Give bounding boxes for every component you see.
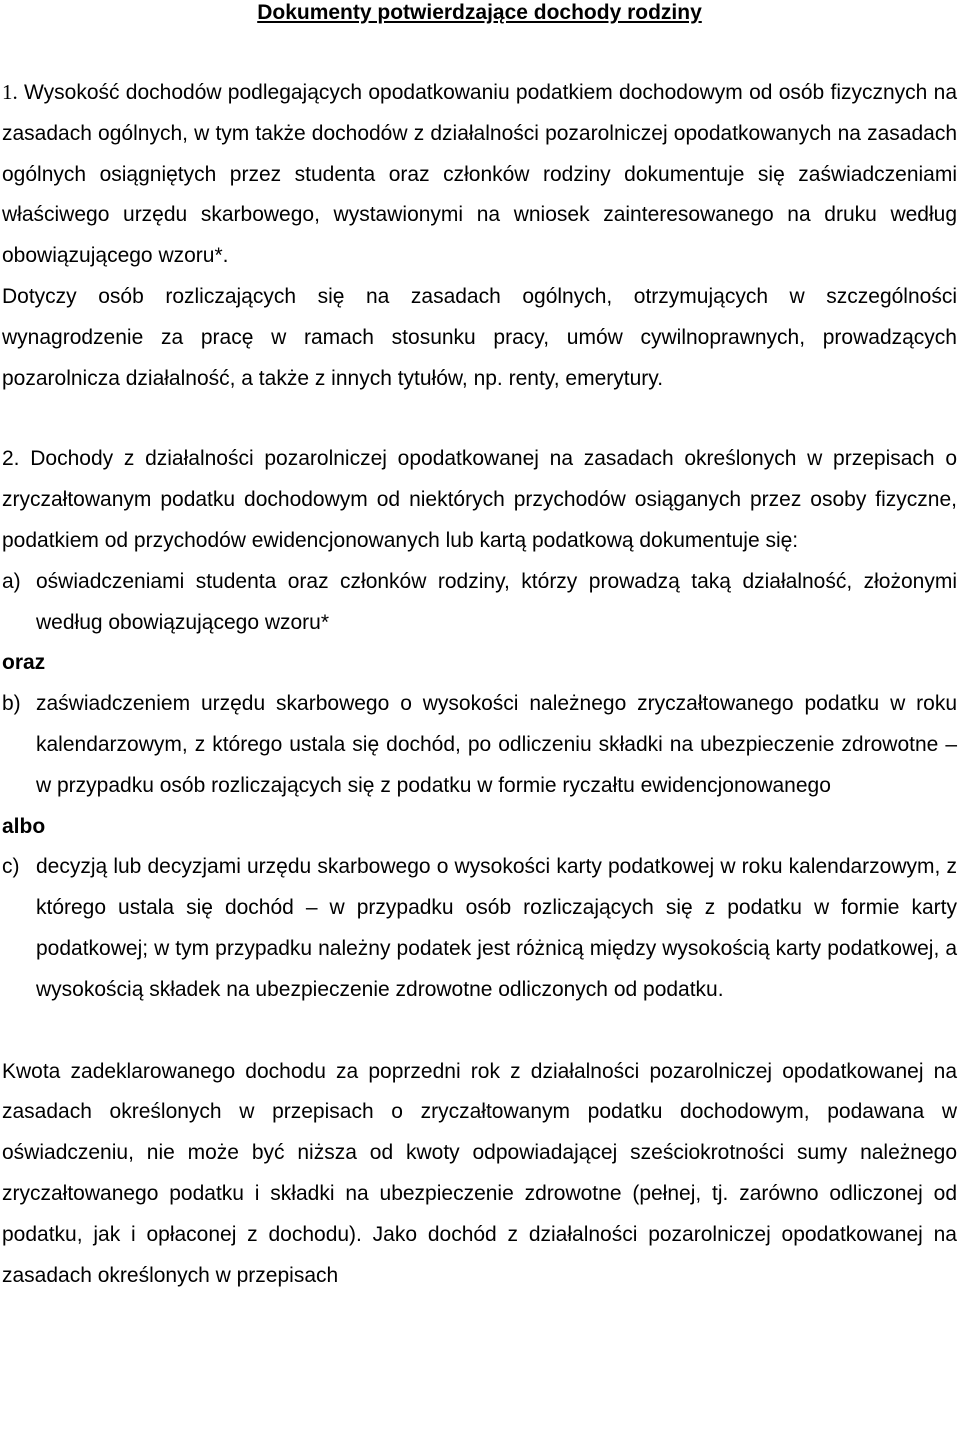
list-item-label: a)	[2, 569, 21, 593]
list-item-c	[2, 847, 957, 1010]
list-item-label: b)	[2, 692, 21, 716]
list-item-text: oświadczeniami studenta oraz członków rodziny, którzy prowadzą taką działalność, złożonymi według obowiązującego wzoru*	[36, 569, 957, 634]
list-item-label: c)	[2, 855, 20, 879]
section-3-paragraph: Kwota zadeklarowanego dochodu za poprzedni rok z działalności pozarolniczej opodatkowanej na zasadach określonych w przepisach o zryczałtowanym podatku dochodowym, podawana w oświadczeniu, nie może być niższa od kwoty odpowiadającej sześciokrotności sumy należnego zryczałtowanego podatku i składki na ubezpieczenie zdrowotne (pełnej, tj. zarówno odliczonej od podatku, jak i opłaconej z dochodu). Jako dochód z działalności pozarolniczej opodatkowanej na zasadach określonych w przepisach	[2, 1059, 957, 1287]
list-item-b	[2, 684, 957, 806]
conjunction-oraz: oraz	[2, 651, 46, 675]
document-title: Dokumenty potwierdzające dochody rodziny	[257, 1, 702, 24]
section-1-continuation: Dotyczy osób rozliczających się na zasadach ogólnych, otrzymujących w szczególności wynagrodzenie za pracę w ramach stosunku pracy, umów cywilnoprawnych, prowadzących pozarolnicza działalność, a także z innych tytułów, np. renty, emerytury.	[2, 284, 957, 390]
section-2-intro: 2. Dochody z działalności pozarolniczej opodatkowanej na zasadach określonych w przepisach o zryczałtowanym podatku dochodowym od niektórych przychodów osiąganych przez osoby fizyczne, podatkiem od przychodów ewidencjonowanych lub kartą podatkową dokumentuje się:	[2, 447, 957, 552]
list-item-text: decyzją lub decyzjami urzędu skarbowego o wysokości karty podatkowej w roku kalendarzowym, z którego ustala się dochód – w przypadku osób rozliczających się z podatku w formie karty podatkowej; w tym przypadku należny podatek jest różnicą między wysokością karty podatkowej, a wysokością składek na ubezpieczenie zdrowotne odliczonych od podatku.	[36, 855, 957, 1001]
section-1-paragraph	[2, 72, 957, 277]
conjunction-albo: albo	[2, 814, 46, 838]
section-1-number: 1.	[2, 80, 18, 104]
list-item-text: zaświadczeniem urzędu skarbowego o wysokości należnego zryczałtowanego podatku w roku kalendarzowym, z którego ustala się dochód, po odliczeniu składki na ubezpieczenie zdrowotne – w przypadku osób rozliczających się z podatku w formie ryczałtu ewidencjonowanego	[36, 692, 957, 797]
section-1-text: Wysokość dochodów podlegających opodatkowaniu podatkiem dochodowym od osób fizycznych na zasadach ogólnych, w tym także dochodów z działalności pozarolniczej opodatkowanych na zasadach ogólnych osiągniętych przez studenta oraz członków rodziny dokumentuje się zaświadczeniami właściwego urzędu skarbowego, wystawionymi na wniosek zainteresowanego na druku według obowiązującego wzoru*.	[2, 81, 957, 268]
list-item-a	[2, 562, 957, 644]
